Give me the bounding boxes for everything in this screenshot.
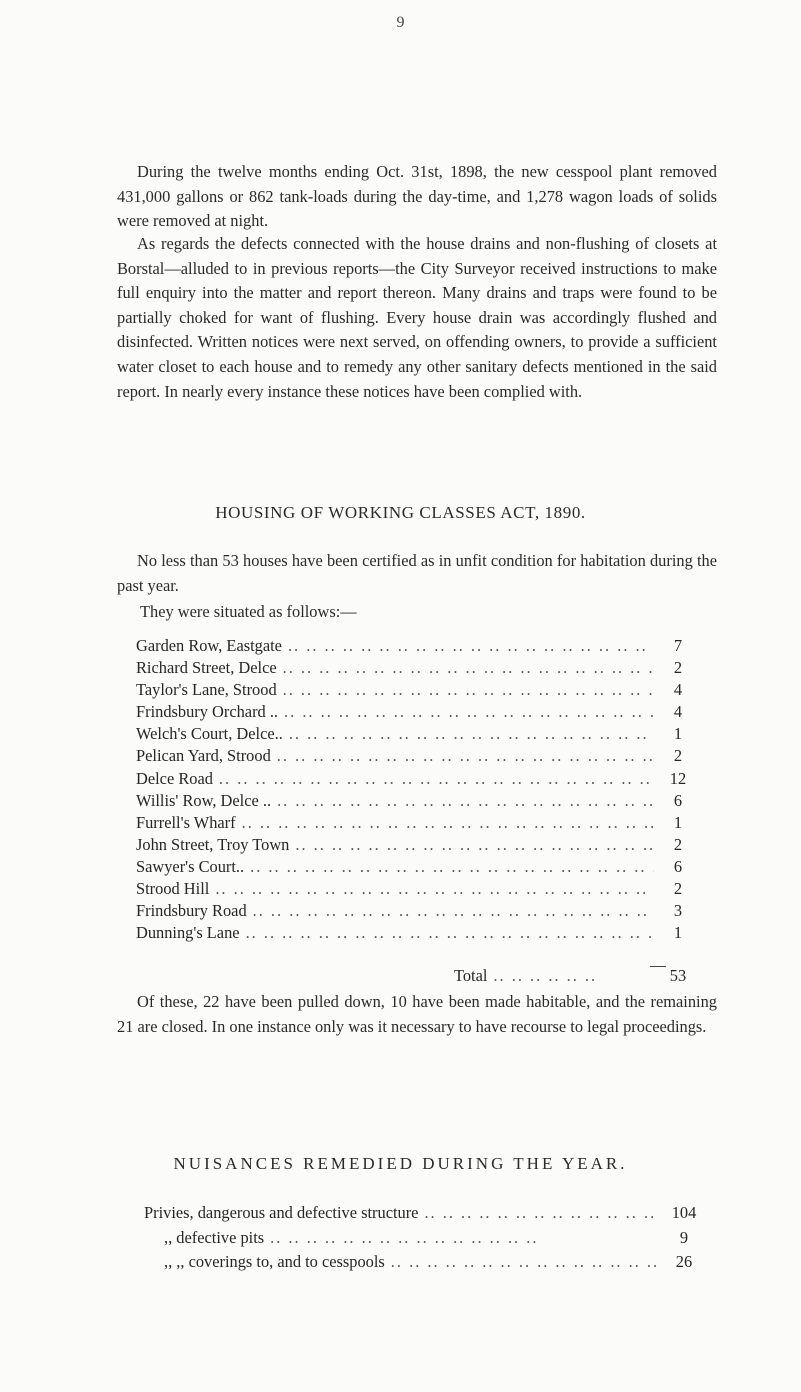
house-count: 6 — [673, 790, 683, 810]
place-name: Garden Row, Eastgate — [136, 636, 282, 655]
leader-dots — [242, 813, 654, 833]
leader-dots — [246, 923, 654, 943]
list-item — [144, 1252, 704, 1277]
place-name: Delce Road — [136, 768, 213, 788]
list-item — [136, 636, 696, 658]
leader-dots — [253, 901, 654, 921]
place-name: Furrell's Wharf — [136, 812, 236, 832]
list-item — [136, 835, 696, 857]
leader-dots — [295, 835, 654, 855]
place-name: Dunning's Lane — [136, 923, 240, 943]
list-item — [136, 680, 696, 702]
nuisance-count: 9 — [679, 1227, 689, 1247]
list-item — [136, 746, 696, 768]
house-count: 2 — [673, 834, 683, 854]
list-item — [136, 769, 696, 791]
place-name: John Street, Troy Town — [136, 834, 290, 854]
nuisances-list — [144, 1203, 704, 1277]
house-count: 3 — [673, 901, 683, 921]
list-item — [136, 857, 696, 879]
leader-dots — [277, 791, 654, 811]
house-count: 1 — [673, 812, 683, 832]
leader-dots — [277, 746, 654, 766]
leader-dots — [493, 966, 654, 986]
place-name: Pelican Yard, Strood — [136, 746, 271, 766]
house-count: 1 — [673, 923, 683, 943]
place-name: Welch's Court, Delce.. — [136, 724, 283, 744]
paragraph-cesspool: During the twelve months ending Oct. 31st, 1898, the new cesspool plant removed 431,000 gallons or 862 tank-loads during the day-time, and 1,278 wagon loads of solids were removed at night. — [117, 162, 717, 231]
leader-dots — [219, 769, 654, 789]
paragraph-outcome: Of these, 22 have been pulled down, 10 have been made habitable, and the remaining 21 are closed. In one instance only was it necessary to have recourse to legal proceedings. — [117, 992, 717, 1036]
house-count: 2 — [673, 658, 683, 678]
house-count: 4 — [673, 702, 683, 722]
house-count: 6 — [673, 856, 683, 876]
total-row — [454, 966, 696, 986]
nuisance-count: 26 — [675, 1252, 693, 1271]
place-name: Willis' Row, Delce .. — [136, 790, 272, 810]
list-item — [136, 879, 696, 901]
paragraph-unfit-houses: No less than 53 houses have been certified as in unfit condition for habitation during the past year. — [117, 551, 717, 595]
house-count: 4 — [673, 680, 683, 700]
leader-dots — [283, 680, 654, 700]
house-count: 2 — [673, 746, 683, 766]
leader-dots — [284, 702, 654, 722]
nuisance-item: Privies, dangerous and defective structure — [144, 1203, 419, 1222]
leader-dots — [289, 724, 654, 744]
list-item — [136, 923, 696, 945]
house-count: 12 — [669, 768, 687, 788]
house-count: 2 — [673, 879, 683, 899]
nuisance-count: 104 — [671, 1203, 697, 1222]
leader-dots — [288, 636, 654, 656]
leader-dots — [391, 1252, 658, 1272]
list-item — [136, 702, 696, 724]
leader-dots — [424, 1203, 658, 1223]
nuisance-item: ,, defective pits — [164, 1227, 265, 1247]
total-label: Total — [454, 966, 488, 985]
paragraph-situated: They were situated as follows:— — [140, 602, 357, 621]
list-item — [136, 901, 696, 923]
leader-dots — [215, 879, 654, 899]
heading-housing-act: HOUSING OF WORKING CLASSES ACT, 1890. — [215, 503, 586, 522]
house-count: 7 — [673, 636, 683, 655]
leader-dots — [283, 658, 654, 678]
nuisance-item: ,, ,, coverings to, and to cesspools — [164, 1252, 385, 1271]
place-name: Frindsbury Orchard .. — [136, 702, 279, 722]
leader-dots — [270, 1228, 658, 1248]
place-name: Taylor's Lane, Strood — [136, 680, 277, 700]
place-name: Frindsbury Road — [136, 901, 247, 921]
list-item — [136, 658, 696, 680]
houses-list — [136, 636, 696, 945]
place-name: Richard Street, Delce — [136, 658, 277, 678]
leader-dots — [250, 857, 654, 877]
list-item — [136, 791, 696, 813]
total-count: 53 — [669, 966, 687, 985]
place-name: Strood Hill — [136, 879, 210, 899]
paragraph-borstal-drains: As regards the defects connected with the house drains and non-flushing of closets at Borstal—alluded to in previous reports—the City Surveyor received instructions to make full enquiry into the matter and report thereon. Many drains and traps were found to be partially choked for want of flushing. Every house drain was accordingly flushed and disinfected. Written notices were next served, on offending owners, to provide a sufficient water closet to each house and to remedy any other sanitary defects mentioned in the said report. In nearly every instance these notices have been complied with. — [117, 234, 717, 401]
house-count: 1 — [673, 724, 683, 744]
heading-nuisances: NUISANCES REMEDIED DURING THE YEAR. — [173, 1154, 628, 1173]
list-item — [136, 813, 696, 835]
list-item — [136, 724, 696, 746]
page-number: 9 — [396, 14, 405, 31]
place-name: Sawyer's Court.. — [136, 856, 245, 876]
list-item — [144, 1203, 704, 1228]
list-item — [144, 1228, 704, 1253]
